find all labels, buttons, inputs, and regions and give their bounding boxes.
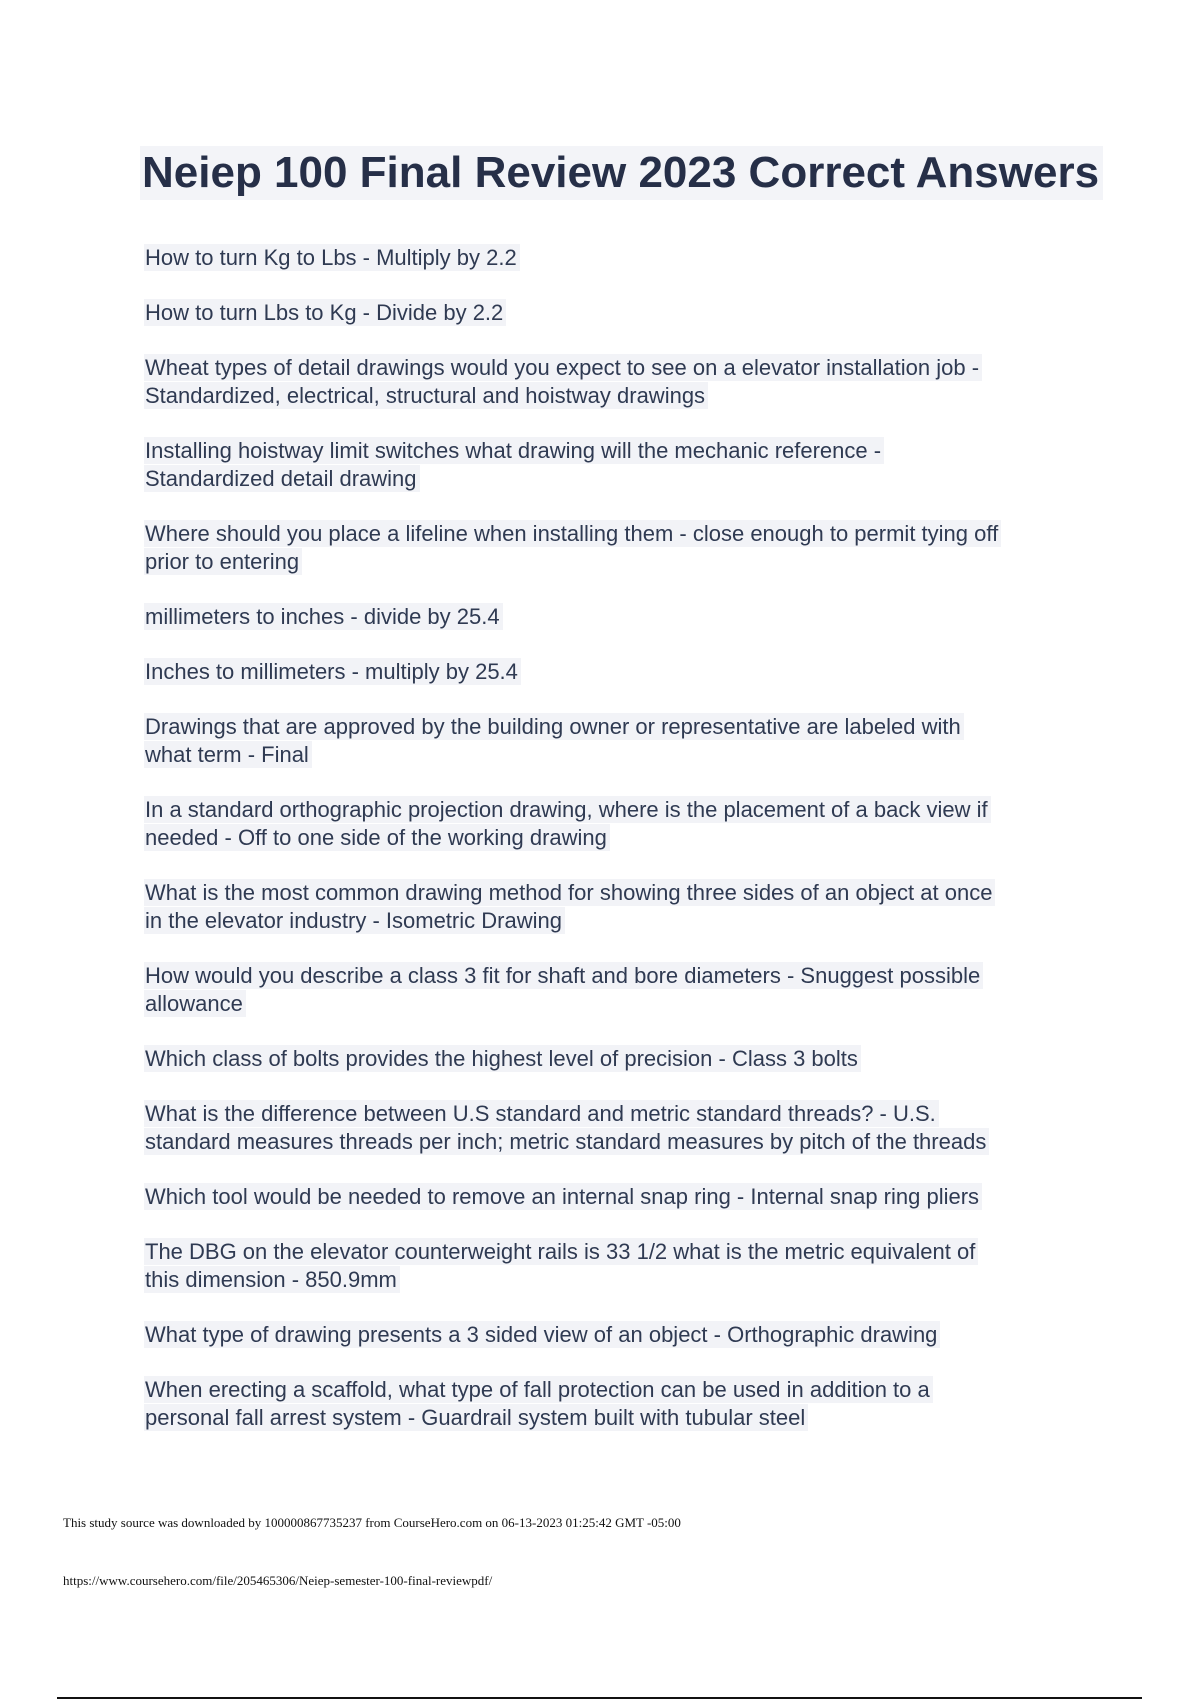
- qa-item: [144, 1238, 1094, 1294]
- qa-text: standard measures threads per inch; metric standard measures by pitch of the threads: [144, 1128, 989, 1155]
- qa-text: The DBG on the elevator counterweight rails is 33 1/2 what is the metric equivalent of: [144, 1238, 978, 1265]
- qa-line: [144, 1404, 1094, 1432]
- qa-item: [144, 879, 1094, 935]
- qa-item: [144, 658, 1094, 686]
- qa-line: [144, 1238, 1094, 1266]
- qa-line: [144, 465, 1094, 493]
- qa-line: [144, 1321, 1094, 1349]
- qa-item: [144, 962, 1094, 1018]
- qa-text: How would you describe a class 3 fit for shaft and bore diameters - Snuggest possible: [144, 962, 983, 989]
- qa-text: allowance: [144, 990, 246, 1017]
- qa-item: [144, 796, 1094, 852]
- qa-line: [144, 299, 1094, 327]
- qa-text: Drawings that are approved by the building owner or representative are labeled with: [144, 713, 964, 740]
- qa-text: What is the most common drawing method for showing three sides of an object at once: [144, 879, 995, 906]
- page-title: Neiep 100 Final Review 2023 Correct Answers: [140, 146, 1103, 200]
- qa-text: in the elevator industry - Isometric Drawing: [144, 907, 565, 934]
- qa-item: [144, 299, 1094, 327]
- qa-text: Which class of bolts provides the highest level of precision - Class 3 bolts: [144, 1045, 861, 1072]
- qa-text: Standardized, electrical, structural and hoistway drawings: [144, 382, 708, 409]
- qa-text: Where should you place a lifeline when installing them - close enough to permit tying off: [144, 520, 1001, 547]
- bottom-rule: [57, 1697, 1142, 1699]
- qa-text: Inches to millimeters - multiply by 25.4: [144, 658, 521, 685]
- qa-text: How to turn Lbs to Kg - Divide by 2.2: [144, 299, 506, 326]
- qa-line: [144, 990, 1094, 1018]
- qa-line: [144, 796, 1094, 824]
- qa-text: What is the difference between U.S standard and metric standard threads? - U.S.: [144, 1100, 939, 1127]
- qa-text: When erecting a scaffold, what type of fall protection can be used in addition to a: [144, 1376, 933, 1403]
- qa-text: Standardized detail drawing: [144, 465, 420, 492]
- qa-line: [144, 603, 1094, 631]
- qa-line: [144, 548, 1094, 576]
- qa-text: what term - Final: [144, 741, 312, 768]
- qa-item: [144, 603, 1094, 631]
- qa-text: Installing hoistway limit switches what drawing will the mechanic reference -: [144, 437, 884, 464]
- qa-line: [144, 244, 1094, 272]
- qa-line: [144, 824, 1094, 852]
- qa-item: [144, 244, 1094, 272]
- qa-text: personal fall arrest system - Guardrail system built with tubular steel: [144, 1404, 808, 1431]
- qa-item: [144, 1376, 1094, 1432]
- source-url: https://www.coursehero.com/file/205465306/Neiep-semester-100-final-reviewpdf/: [63, 1573, 493, 1588]
- qa-line: [144, 879, 1094, 907]
- qa-line: [144, 658, 1094, 686]
- download-source-note: This study source was downloaded by 100000867735237 from CourseHero.com on 06-13-2023 01:25:42 GMT -05:00: [63, 1515, 681, 1530]
- qa-line: [144, 1266, 1094, 1294]
- qa-line: [144, 1045, 1094, 1073]
- qa-item: [144, 354, 1094, 410]
- qa-text: Which tool would be needed to remove an internal snap ring - Internal snap ring pliers: [144, 1183, 982, 1210]
- qa-line: [144, 437, 1094, 465]
- qa-line: [144, 1128, 1094, 1156]
- qa-line: [144, 1183, 1094, 1211]
- qa-line: [144, 962, 1094, 990]
- qa-item: [144, 1045, 1094, 1073]
- qa-text: In a standard orthographic projection drawing, where is the placement of a back view if: [144, 796, 991, 823]
- qa-text: prior to entering: [144, 548, 302, 575]
- qa-line: [144, 741, 1094, 769]
- qa-line: [144, 713, 1094, 741]
- qa-text: What type of drawing presents a 3 sided view of an object - Orthographic drawing: [144, 1321, 940, 1348]
- qa-text: this dimension - 850.9mm: [144, 1266, 400, 1293]
- qa-text: needed - Off to one side of the working drawing: [144, 824, 610, 851]
- qa-text: How to turn Kg to Lbs - Multiply by 2.2: [144, 244, 520, 271]
- qa-line: [144, 354, 1094, 382]
- qa-item: [144, 713, 1094, 769]
- qa-item: [144, 520, 1094, 576]
- qa-item: [144, 1100, 1094, 1156]
- qa-text: millimeters to inches - divide by 25.4: [144, 603, 503, 630]
- qa-line: [144, 1100, 1094, 1128]
- qa-line: [144, 907, 1094, 935]
- qa-line: [144, 382, 1094, 410]
- qa-text: Wheat types of detail drawings would you expect to see on a elevator installation job -: [144, 354, 982, 381]
- qa-line: [144, 1376, 1094, 1404]
- qa-item: [144, 1183, 1094, 1211]
- qa-item: [144, 437, 1094, 493]
- qa-item: [144, 1321, 1094, 1349]
- qa-list: [144, 244, 1094, 1459]
- qa-line: [144, 520, 1094, 548]
